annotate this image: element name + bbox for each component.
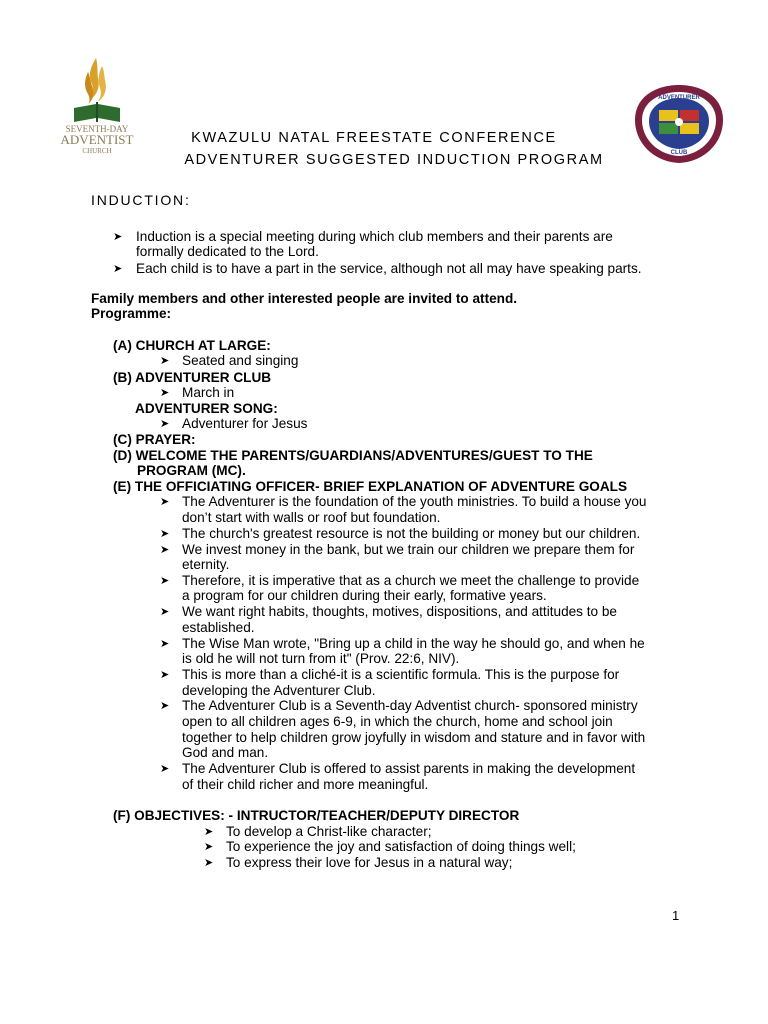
goal-line: We invest money in the bank, but we train our children we prepare them for	[182, 542, 635, 557]
bullet-line: formally dedicated to the Lord.	[136, 244, 319, 259]
arrow-bullet-icon: ➤	[204, 857, 214, 869]
sda-logo-text-2: ADVENTIST	[60, 132, 134, 147]
bullet-line: Induction is a special meeting during which club members and their parents are	[136, 229, 613, 244]
section-a-heading: (A) CHURCH AT LARGE:	[113, 338, 271, 353]
header-conference: KWAZULU NATAL FREESTATE CONFERENCE	[191, 130, 557, 146]
goal-line: We want right habits, thoughts, motives, dispositions, and attitudes to be	[182, 604, 617, 619]
intro-programme: Programme:	[91, 306, 172, 321]
arrow-bullet-icon: ➤	[160, 606, 170, 618]
header-program-title: ADVENTURER SUGGESTED INDUCTION PROGRAM	[184, 152, 604, 168]
arrow-bullet-icon: ➤	[160, 700, 170, 712]
goal-line: is old he will not turn from it" (Prov. 22:6, NIV).	[182, 651, 460, 666]
section-d-heading-cont: PROGRAM (MC).	[137, 463, 246, 478]
goal-line: together to help children grow joyfully in wisdom and stature and in favor with	[182, 730, 646, 745]
arrow-bullet-icon: ➤	[204, 826, 214, 838]
arrow-bullet-icon: ➤	[160, 355, 170, 367]
section-d-heading: (D) WELCOME THE PARENTS/GUARDIANS/ADVENTURES/GUEST TO THE	[113, 448, 593, 463]
arrow-bullet-icon: ➤	[160, 544, 170, 556]
arrow-bullet-icon: ➤	[160, 387, 170, 399]
section-f-heading: (F) OBJECTIVES: - INTRUCTOR/TEACHER/DEPUTY DIRECTOR	[113, 808, 520, 823]
objective-line: To experience the joy and satisfaction of doing things well;	[226, 839, 576, 854]
club-logo-text-bottom: CLUB	[670, 150, 688, 156]
goal-line: The Adventurer Club is offered to assist parents in making the development	[182, 761, 636, 776]
objective-line: To develop a Christ-like character;	[226, 824, 432, 839]
goal-line: developing the Adventurer Club.	[182, 683, 376, 698]
goal-line: The Adventurer Club is a Seventh-day Adventist church- sponsored ministry	[182, 698, 638, 713]
goal-line: a program for our children during their early, formative years.	[182, 588, 547, 603]
goal-line: don’t start with walls or roof but foundation.	[182, 510, 441, 525]
arrow-bullet-icon: ➤	[204, 841, 214, 853]
arrow-bullet-icon: ➤	[160, 669, 170, 681]
arrow-bullet-icon: ➤	[113, 263, 123, 275]
section-c-heading: (C) PRAYER:	[113, 432, 196, 447]
club-logo-text-top: ADVENTURER	[658, 95, 700, 101]
goal-line: open to all children ages 6-9, in which the church, home and school join	[182, 714, 613, 729]
page-number: 1	[672, 908, 680, 923]
goal-line: established.	[182, 620, 255, 635]
section-a-item: Seated and singing	[182, 353, 299, 368]
section-b-item: March in	[182, 385, 235, 400]
intro-family: Family members and other interested people are invited to attend.	[91, 291, 518, 306]
arrow-bullet-icon: ➤	[160, 575, 170, 587]
goal-line: The church's greatest resource is not the building or money but our children.	[182, 526, 641, 541]
song-heading: ADVENTURER SONG:	[135, 401, 278, 416]
goal-line: The Wise Man wrote, "Bring up a child in the way he should go, and when he	[182, 636, 645, 651]
arrow-bullet-icon: ➤	[160, 528, 170, 540]
arrow-bullet-icon: ➤	[113, 231, 123, 243]
song-item: Adventurer for Jesus	[182, 416, 308, 431]
arrow-bullet-icon: ➤	[160, 763, 170, 775]
goal-line: This is more than a cliché-it is a scientific formula. This is the purpose for	[182, 667, 620, 682]
section-e-heading: (E) THE OFFICIATING OFFICER- BRIEF EXPLANATION OF ADVENTURE GOALS	[113, 479, 628, 494]
goal-line: of their child richer and more meaningful.	[182, 777, 429, 792]
sda-logo-text-3: CHURCH	[82, 147, 112, 155]
arrow-bullet-icon: ➤	[160, 418, 170, 430]
bullet-line: Each child is to have a part in the service, although not all may have speaking parts.	[136, 261, 642, 276]
objective-line: To express their love for Jesus in a natural way;	[226, 855, 513, 870]
goal-line: The Adventurer is the foundation of the youth ministries. To build a house you	[182, 494, 647, 509]
arrow-bullet-icon: ➤	[160, 638, 170, 650]
goal-line: eternity.	[182, 557, 230, 572]
goal-line: God and man.	[182, 745, 269, 760]
sda-logo-text-1: SEVENTH-DAY	[65, 124, 129, 134]
arrow-bullet-icon: ➤	[160, 496, 170, 508]
goal-line: Therefore, it is imperative that as a church we meet the challenge to provide	[182, 573, 640, 588]
induction-heading: INDUCTION:	[91, 192, 191, 208]
section-b-heading: (B) ADVENTURER CLUB	[113, 370, 272, 385]
